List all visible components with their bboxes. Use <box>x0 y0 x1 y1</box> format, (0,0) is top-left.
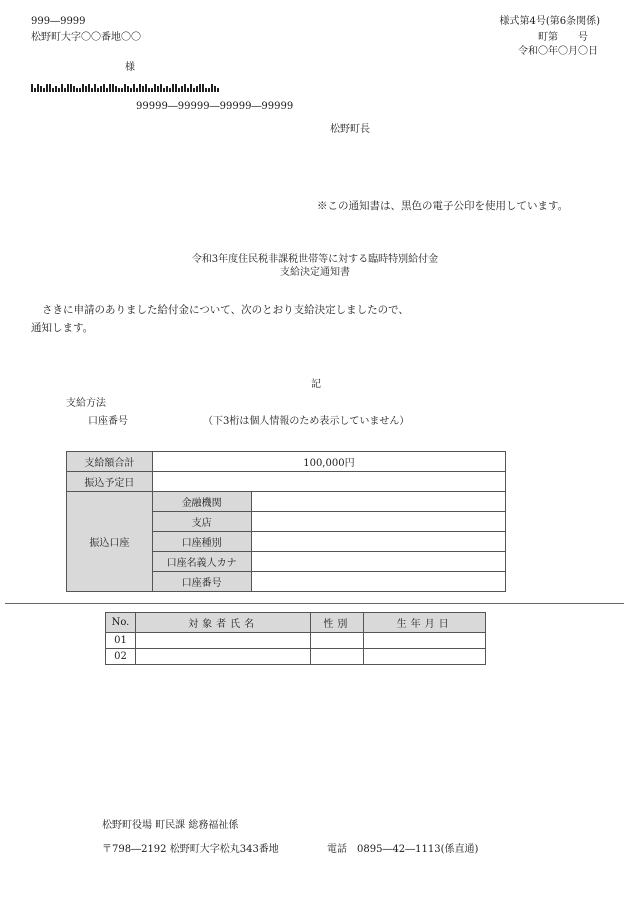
account-field-value <box>251 492 505 512</box>
seal-note: ※この通知書は、黒色の電子公印を使用しています。 <box>317 200 569 212</box>
sender-title: 松野町長 <box>330 124 370 135</box>
table-row <box>67 452 506 472</box>
recipient-postal-code: 999―9999 <box>31 16 86 27</box>
account-field-value <box>251 572 505 592</box>
account-number-label: 口座番号 <box>88 416 128 427</box>
recipient-honorific: 様 <box>125 62 135 73</box>
amount-label: 支給額合計 <box>67 452 153 472</box>
header-birth-date: 生年月日 <box>364 613 486 633</box>
account-number-note: （下3桁は個人情報のため表示していません） <box>203 416 410 427</box>
table-row <box>106 633 486 649</box>
row-gender <box>311 633 364 649</box>
account-field-value <box>251 512 505 532</box>
cut-line-divider <box>5 603 624 604</box>
postal-barcode <box>31 84 281 92</box>
issue-date: 令和〇年〇月〇日 <box>518 46 598 57</box>
row-no: 01 <box>106 633 136 649</box>
row-gender <box>311 649 364 665</box>
table-row <box>67 472 506 492</box>
document-title-line2: 支給決定通知書 <box>280 267 350 278</box>
table-header-row <box>106 613 486 633</box>
recipient-address: 松野町大字〇〇番地〇〇 <box>31 32 141 43</box>
table-row <box>106 649 486 665</box>
row-birth-date <box>364 633 486 649</box>
footer-office: 松野町役場 町民課 総務福祉係 <box>102 820 239 831</box>
table-row <box>67 492 506 512</box>
account-field-label: 金融機関 <box>152 492 251 512</box>
row-no: 02 <box>106 649 136 665</box>
persons-table <box>105 612 486 665</box>
account-field-label: 口座番号 <box>152 572 251 592</box>
document-number: 町第 号 <box>538 32 588 43</box>
payment-method-label: 支給方法 <box>66 398 106 409</box>
payment-details-table <box>66 451 506 592</box>
account-group-label: 振込口座 <box>67 492 153 592</box>
transfer-date-label: 振込予定日 <box>67 472 153 492</box>
form-number: 様式第4号(第6条関係) <box>499 16 600 27</box>
header-no: No. <box>106 613 136 633</box>
account-field-value <box>251 532 505 552</box>
account-field-label: 口座名義人カナ <box>152 552 251 572</box>
body-line2: 通知します。 <box>31 322 94 334</box>
row-name <box>135 633 310 649</box>
body-line1: さきに申請のありました給付金について、次のとおり支給決定しましたので、 <box>42 304 409 316</box>
row-birth-date <box>364 649 486 665</box>
account-field-value <box>251 552 505 572</box>
ki-label: 記 <box>311 379 321 390</box>
account-field-label: 支店 <box>152 512 251 532</box>
amount-value: 100,000円 <box>152 452 505 472</box>
header-name: 対象者氏名 <box>135 613 310 633</box>
footer-phone: 電話 0895―42―1113(係直通) <box>327 844 479 855</box>
barcode-number: 99999―99999―99999―99999 <box>136 101 294 112</box>
header-gender: 性別 <box>311 613 364 633</box>
footer-address: 〒798―2192 松野町大字松丸343番地 <box>102 844 279 855</box>
account-field-label: 口座種別 <box>152 532 251 552</box>
row-name <box>135 649 310 665</box>
document-title-line1: 令和3年度住民税非課税世帯等に対する臨時特別給付金 <box>191 254 439 265</box>
transfer-date-value <box>152 472 505 492</box>
